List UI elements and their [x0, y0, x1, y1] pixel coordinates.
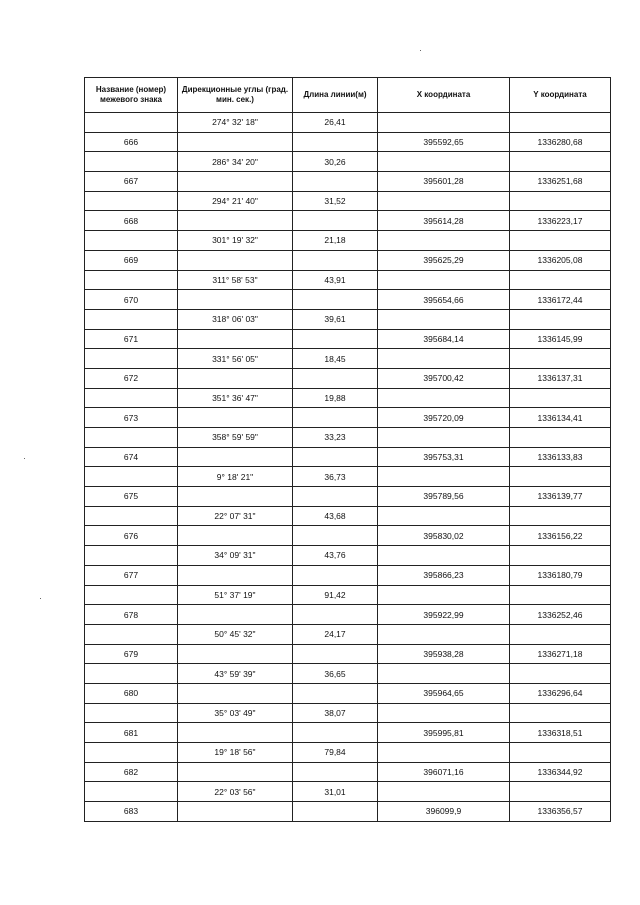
cell-y-coordinate [510, 546, 611, 566]
table-row [85, 546, 611, 566]
cell-y-coordinate [510, 113, 611, 133]
cell-direction-angle: 358° 59' 59" [178, 428, 293, 448]
cell-x-coordinate [378, 585, 510, 605]
cell-line-length [293, 605, 378, 625]
cell-line-length [293, 408, 378, 428]
cell-line-length: 33,23 [293, 428, 378, 448]
table-row [85, 723, 611, 743]
cell-direction-angle [178, 290, 293, 310]
cell-direction-angle: 43° 59' 39" [178, 664, 293, 684]
cell-y-coordinate [510, 624, 611, 644]
table-row [85, 290, 611, 310]
cell-x-coordinate: 396071,16 [378, 762, 510, 782]
cell-x-coordinate: 395654,66 [378, 290, 510, 310]
cell-direction-angle [178, 565, 293, 585]
cell-y-coordinate: 1336134,41 [510, 408, 611, 428]
table-row [85, 585, 611, 605]
cell-direction-angle: 22° 03' 56" [178, 782, 293, 802]
cell-direction-angle [178, 408, 293, 428]
cell-direction-angle: 35° 03' 49" [178, 703, 293, 723]
cell-point-name [85, 428, 178, 448]
cell-direction-angle: 318° 06' 03" [178, 309, 293, 329]
cell-y-coordinate: 1336133,83 [510, 447, 611, 467]
scan-speck [420, 50, 421, 51]
cell-x-coordinate: 395720,09 [378, 408, 510, 428]
cell-point-name [85, 743, 178, 763]
cell-x-coordinate [378, 664, 510, 684]
cell-line-length [293, 329, 378, 349]
cell-line-length [293, 368, 378, 388]
cell-y-coordinate: 1336172,44 [510, 290, 611, 310]
header-direction-angles: Дирекционные углы (град. мин. сек.) [178, 78, 293, 113]
cell-line-length: 79,84 [293, 743, 378, 763]
table-row [85, 113, 611, 133]
cell-x-coordinate: 396099,9 [378, 802, 510, 822]
table-row [85, 802, 611, 822]
cell-direction-angle: 51° 37' 19" [178, 585, 293, 605]
cell-y-coordinate [510, 152, 611, 172]
cell-y-coordinate: 1336156,22 [510, 526, 611, 546]
table-row [85, 368, 611, 388]
cell-y-coordinate: 1336280,68 [510, 132, 611, 152]
cell-point-name: 669 [85, 250, 178, 270]
header-point-name: Название (номер) межевого знака [85, 78, 178, 113]
table-row [85, 624, 611, 644]
cell-y-coordinate [510, 703, 611, 723]
table-row [85, 309, 611, 329]
cell-y-coordinate: 1336137,31 [510, 368, 611, 388]
cell-point-name [85, 231, 178, 251]
cell-x-coordinate: 395789,56 [378, 487, 510, 507]
cell-point-name [85, 309, 178, 329]
cell-line-length: 36,65 [293, 664, 378, 684]
cell-point-name [85, 113, 178, 133]
cell-line-length: 39,61 [293, 309, 378, 329]
cell-point-name [85, 152, 178, 172]
table-row [85, 191, 611, 211]
cell-line-length: 43,68 [293, 506, 378, 526]
cell-y-coordinate [510, 349, 611, 369]
cell-point-name: 675 [85, 487, 178, 507]
cell-direction-angle [178, 250, 293, 270]
cell-y-coordinate [510, 467, 611, 487]
table-row [85, 467, 611, 487]
cell-direction-angle: 294° 21' 40" [178, 191, 293, 211]
cell-direction-angle [178, 644, 293, 664]
cell-line-length [293, 683, 378, 703]
cell-point-name: 682 [85, 762, 178, 782]
cell-line-length [293, 644, 378, 664]
cell-point-name [85, 191, 178, 211]
cell-x-coordinate [378, 349, 510, 369]
cell-point-name [85, 349, 178, 369]
table-row [85, 329, 611, 349]
cell-x-coordinate [378, 782, 510, 802]
cell-line-length [293, 762, 378, 782]
cell-x-coordinate: 395964,65 [378, 683, 510, 703]
cell-line-length: 18,45 [293, 349, 378, 369]
cell-y-coordinate: 1336145,99 [510, 329, 611, 349]
table-row [85, 270, 611, 290]
cell-y-coordinate [510, 664, 611, 684]
cell-line-length [293, 447, 378, 467]
table-row [85, 506, 611, 526]
cell-point-name: 671 [85, 329, 178, 349]
cell-y-coordinate: 1336252,46 [510, 605, 611, 625]
cell-y-coordinate [510, 506, 611, 526]
cell-point-name: 668 [85, 211, 178, 231]
cell-x-coordinate [378, 152, 510, 172]
cell-x-coordinate: 395684,14 [378, 329, 510, 349]
cell-y-coordinate: 1336139,77 [510, 487, 611, 507]
table-row [85, 211, 611, 231]
table-row [85, 644, 611, 664]
cell-line-length: 36,73 [293, 467, 378, 487]
cell-direction-angle [178, 683, 293, 703]
boundary-coordinates-table [84, 77, 611, 822]
cell-direction-angle: 50° 45' 32" [178, 624, 293, 644]
cell-line-length [293, 250, 378, 270]
table-row [85, 388, 611, 408]
cell-line-length: 24,17 [293, 624, 378, 644]
header-line-length: Длина линии(м) [293, 78, 378, 113]
table-row [85, 132, 611, 152]
cell-x-coordinate: 395753,31 [378, 447, 510, 467]
cell-direction-angle [178, 526, 293, 546]
cell-x-coordinate: 395601,28 [378, 172, 510, 192]
cell-direction-angle [178, 132, 293, 152]
table-row [85, 605, 611, 625]
scan-speck [24, 458, 25, 459]
header-y-coordinate: Y координата [510, 78, 611, 113]
cell-direction-angle: 351° 36' 47" [178, 388, 293, 408]
cell-direction-angle: 34° 09' 31" [178, 546, 293, 566]
cell-x-coordinate: 395614,28 [378, 211, 510, 231]
cell-x-coordinate [378, 231, 510, 251]
cell-x-coordinate: 395995,81 [378, 723, 510, 743]
cell-line-length [293, 802, 378, 822]
table-row [85, 231, 611, 251]
table-row [85, 762, 611, 782]
cell-line-length: 31,52 [293, 191, 378, 211]
cell-x-coordinate [378, 506, 510, 526]
cell-point-name [85, 624, 178, 644]
cell-x-coordinate: 395700,42 [378, 368, 510, 388]
cell-direction-angle: 274° 32' 18" [178, 113, 293, 133]
table-row [85, 743, 611, 763]
cell-point-name: 683 [85, 802, 178, 822]
cell-direction-angle: 19° 18' 56" [178, 743, 293, 763]
cell-y-coordinate: 1336180,79 [510, 565, 611, 585]
cell-point-name: 676 [85, 526, 178, 546]
cell-line-length [293, 290, 378, 310]
cell-line-length: 43,76 [293, 546, 378, 566]
cell-point-name: 680 [85, 683, 178, 703]
cell-point-name [85, 585, 178, 605]
cell-line-length: 19,88 [293, 388, 378, 408]
table-row [85, 782, 611, 802]
cell-direction-angle: 331° 56' 05" [178, 349, 293, 369]
cell-direction-angle: 301° 19' 32" [178, 231, 293, 251]
table-row [85, 526, 611, 546]
cell-direction-angle [178, 211, 293, 231]
cell-point-name: 666 [85, 132, 178, 152]
cell-line-length [293, 565, 378, 585]
table-row [85, 487, 611, 507]
cell-direction-angle [178, 329, 293, 349]
cell-direction-angle [178, 487, 293, 507]
cell-x-coordinate [378, 467, 510, 487]
cell-point-name [85, 467, 178, 487]
cell-point-name: 670 [85, 290, 178, 310]
cell-x-coordinate: 395922,99 [378, 605, 510, 625]
scan-speck [40, 598, 41, 599]
cell-direction-angle: 22° 07' 31" [178, 506, 293, 526]
cell-point-name: 677 [85, 565, 178, 585]
cell-y-coordinate: 1336318,51 [510, 723, 611, 743]
cell-y-coordinate [510, 743, 611, 763]
table-row [85, 250, 611, 270]
cell-x-coordinate: 395938,28 [378, 644, 510, 664]
cell-direction-angle [178, 802, 293, 822]
cell-point-name: 674 [85, 447, 178, 467]
cell-y-coordinate: 1336296,64 [510, 683, 611, 703]
cell-direction-angle [178, 723, 293, 743]
cell-point-name: 681 [85, 723, 178, 743]
table-body [85, 113, 611, 822]
cell-direction-angle: 286° 34' 20" [178, 152, 293, 172]
cell-y-coordinate [510, 585, 611, 605]
table-row [85, 683, 611, 703]
cell-direction-angle: 9° 18' 21" [178, 467, 293, 487]
cell-x-coordinate: 395830,02 [378, 526, 510, 546]
cell-y-coordinate [510, 782, 611, 802]
cell-direction-angle [178, 368, 293, 388]
cell-direction-angle: 311° 58' 53" [178, 270, 293, 290]
table-row [85, 565, 611, 585]
cell-direction-angle [178, 172, 293, 192]
cell-point-name: 679 [85, 644, 178, 664]
cell-line-length: 26,41 [293, 113, 378, 133]
cell-line-length: 91,42 [293, 585, 378, 605]
table-row [85, 152, 611, 172]
table-row [85, 172, 611, 192]
cell-y-coordinate [510, 428, 611, 448]
cell-point-name [85, 270, 178, 290]
cell-y-coordinate: 1336356,57 [510, 802, 611, 822]
table-header [85, 78, 611, 113]
cell-point-name: 672 [85, 368, 178, 388]
cell-point-name [85, 782, 178, 802]
cell-x-coordinate: 395866,23 [378, 565, 510, 585]
table-row [85, 408, 611, 428]
cell-y-coordinate: 1336205,08 [510, 250, 611, 270]
cell-x-coordinate [378, 703, 510, 723]
cell-y-coordinate [510, 388, 611, 408]
cell-line-length [293, 487, 378, 507]
cell-point-name [85, 664, 178, 684]
cell-point-name [85, 703, 178, 723]
cell-y-coordinate: 1336344,92 [510, 762, 611, 782]
cell-y-coordinate: 1336251,68 [510, 172, 611, 192]
cell-line-length: 21,18 [293, 231, 378, 251]
cell-x-coordinate: 395625,29 [378, 250, 510, 270]
table-row [85, 664, 611, 684]
cell-line-length: 30,26 [293, 152, 378, 172]
cell-point-name [85, 506, 178, 526]
cell-x-coordinate [378, 309, 510, 329]
cell-point-name: 673 [85, 408, 178, 428]
cell-line-length [293, 526, 378, 546]
cell-x-coordinate [378, 546, 510, 566]
table-row [85, 428, 611, 448]
cell-line-length [293, 172, 378, 192]
cell-y-coordinate: 1336271,18 [510, 644, 611, 664]
cell-point-name: 678 [85, 605, 178, 625]
cell-line-length: 43,91 [293, 270, 378, 290]
cell-y-coordinate [510, 270, 611, 290]
cell-y-coordinate [510, 309, 611, 329]
cell-line-length [293, 132, 378, 152]
cell-x-coordinate [378, 270, 510, 290]
cell-x-coordinate [378, 388, 510, 408]
cell-line-length [293, 723, 378, 743]
cell-x-coordinate [378, 113, 510, 133]
cell-direction-angle [178, 762, 293, 782]
cell-line-length: 38,07 [293, 703, 378, 723]
cell-direction-angle [178, 605, 293, 625]
cell-x-coordinate [378, 624, 510, 644]
cell-x-coordinate: 395592,65 [378, 132, 510, 152]
header-x-coordinate: X координата [378, 78, 510, 113]
cell-point-name [85, 546, 178, 566]
cell-direction-angle [178, 447, 293, 467]
cell-point-name: 667 [85, 172, 178, 192]
table-row [85, 447, 611, 467]
cell-y-coordinate [510, 231, 611, 251]
cell-x-coordinate [378, 428, 510, 448]
cell-x-coordinate [378, 743, 510, 763]
cell-point-name [85, 388, 178, 408]
cell-line-length [293, 211, 378, 231]
table-header-row [85, 78, 611, 113]
table-row [85, 703, 611, 723]
table-row [85, 349, 611, 369]
cell-line-length: 31,01 [293, 782, 378, 802]
cell-x-coordinate [378, 191, 510, 211]
cell-y-coordinate [510, 191, 611, 211]
cell-y-coordinate: 1336223,17 [510, 211, 611, 231]
